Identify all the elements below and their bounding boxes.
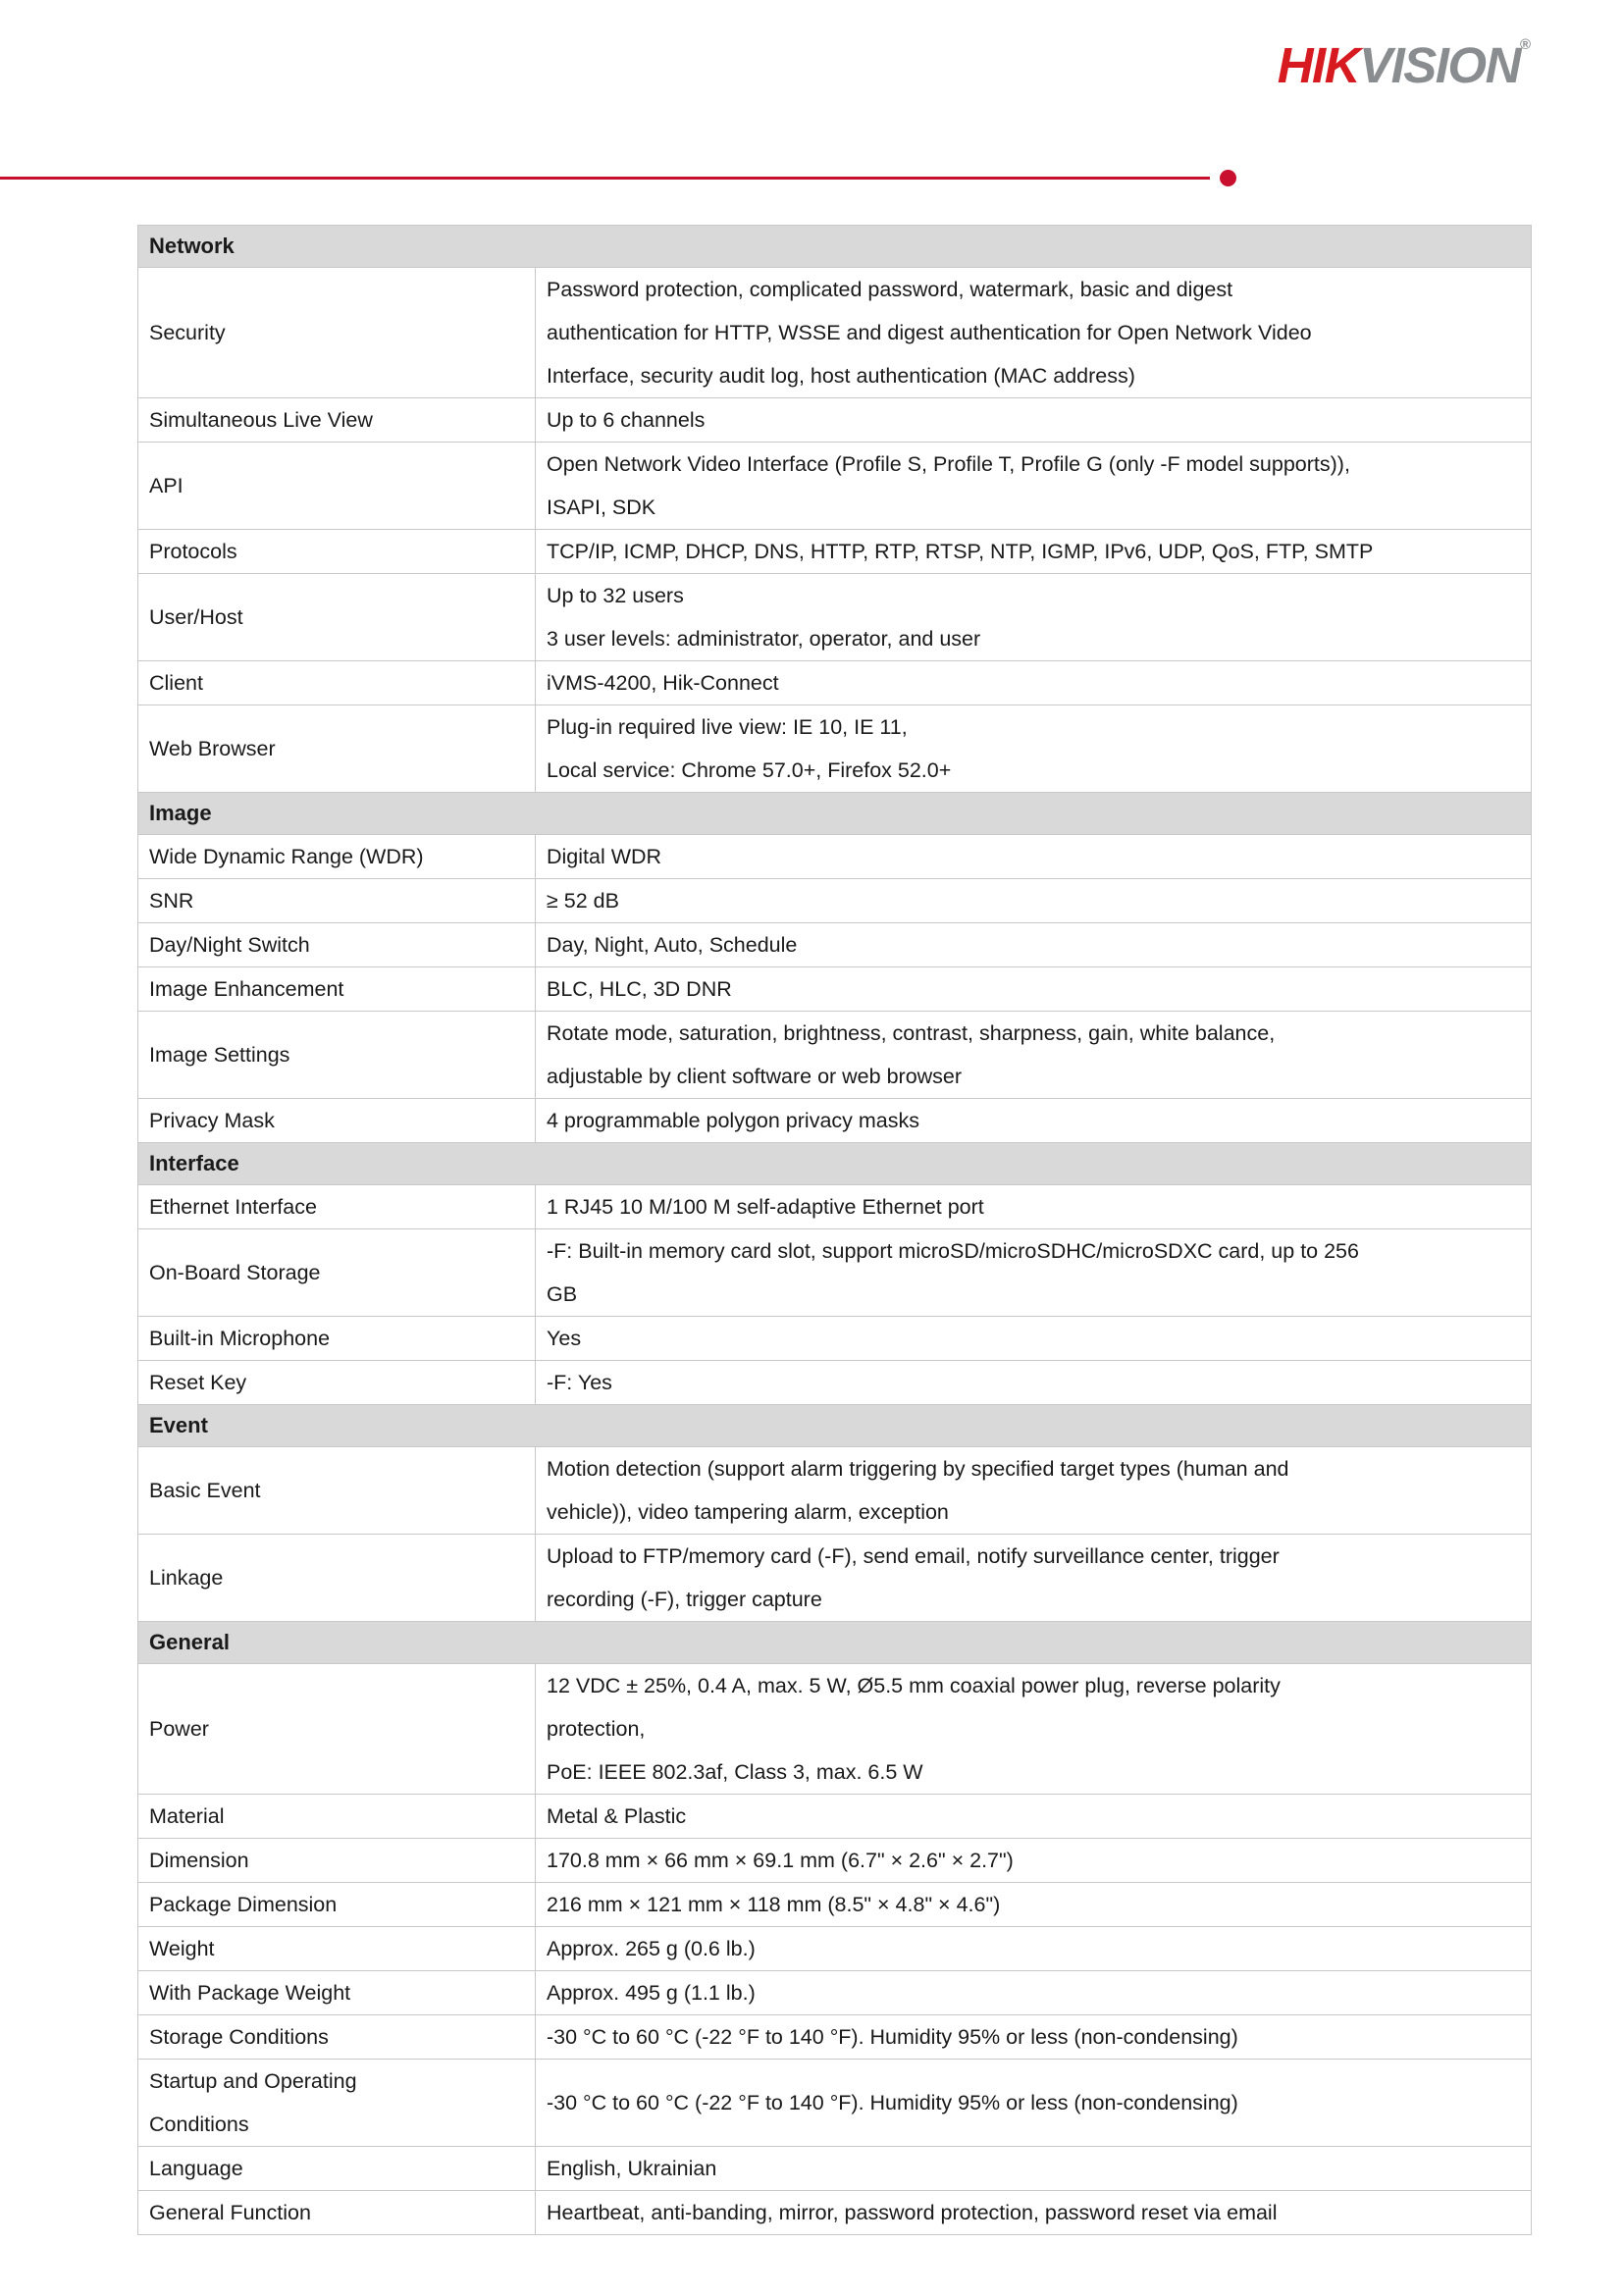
spec-label-cell (138, 443, 536, 530)
spec-label-cell (138, 1317, 536, 1361)
spec-label-cell (138, 879, 536, 923)
spec-value-line: Rotate mode, saturation, brightness, contrast, sharpness, gain, white balance, (547, 1021, 1276, 1045)
spec-value-line: -F: Yes (547, 1371, 612, 1394)
spec-label-cell (138, 1535, 536, 1622)
spec-label-line: Built-in Microphone (149, 1327, 331, 1350)
section-header-row (138, 226, 1532, 268)
spec-value-line: authentication for HTTP, WSSE and digest authentication for Open Network Video (547, 321, 1312, 344)
table-row (138, 1664, 1532, 1795)
spec-value-cell (536, 1229, 1532, 1317)
spec-value-cell (536, 705, 1532, 793)
section-title: General (138, 1622, 1532, 1664)
spec-label-line: User/Host (149, 605, 243, 629)
spec-value-line: 12 VDC ± 25%, 0.4 A, max. 5 W, Ø5.5 mm coaxial power plug, reverse polarity (547, 1674, 1281, 1697)
spec-value-cell (536, 2060, 1532, 2147)
spec-value-cell (536, 2191, 1532, 2235)
table-row (138, 705, 1532, 793)
spec-label-line: Client (149, 671, 203, 695)
spec-label-line: Startup and Operating (149, 2069, 357, 2093)
registered-trademark-icon: ® (1519, 36, 1531, 53)
table-row (138, 1883, 1532, 1927)
section-header-row (138, 1622, 1532, 1664)
spec-value-line: 3 user levels: administrator, operator, and user (547, 627, 981, 651)
logo-vision-text: VISION (1359, 37, 1520, 93)
table-row (138, 923, 1532, 967)
table-row (138, 1229, 1532, 1317)
spec-label-cell (138, 2191, 536, 2235)
spec-value-line: Interface, security audit log, host authentication (MAC address) (547, 364, 1135, 388)
spec-value-line: -30 °C to 60 °C (-22 °F to 140 °F). Humidity 95% or less (non-condensing) (547, 2025, 1238, 2049)
table-row (138, 1447, 1532, 1535)
spec-label-line: Storage Conditions (149, 2025, 329, 2049)
spec-label-cell (138, 1185, 536, 1229)
section-header-row (138, 1405, 1532, 1447)
spec-value-cell (536, 661, 1532, 705)
spec-value-cell (536, 1839, 1532, 1883)
table-row (138, 398, 1532, 443)
header-rule-dot-icon (1220, 170, 1236, 186)
spec-value-cell (536, 1971, 1532, 2015)
spec-value-line: Up to 6 channels (547, 408, 706, 432)
spec-value-line: -30 °C to 60 °C (-22 °F to 140 °F). Humidity 95% or less (non-condensing) (547, 2091, 1238, 2114)
spec-value-cell (536, 923, 1532, 967)
table-row (138, 1012, 1532, 1099)
spec-value-line: TCP/IP, ICMP, DHCP, DNS, HTTP, RTP, RTSP, NTP, IGMP, IPv6, UDP, QoS, FTP, SMTP (547, 540, 1374, 563)
spec-label-cell (138, 1361, 536, 1405)
spec-label-line: Ethernet Interface (149, 1195, 317, 1219)
spec-value-line: iVMS-4200, Hik-Connect (547, 671, 779, 695)
spec-label-cell (138, 705, 536, 793)
table-row (138, 530, 1532, 574)
spec-value-line: ISAPI, SDK (547, 496, 656, 519)
spec-value-line: Local service: Chrome 57.0+, Firefox 52.0+ (547, 758, 952, 782)
table-row (138, 574, 1532, 661)
spec-label-line: Linkage (149, 1566, 224, 1590)
table-row (138, 2191, 1532, 2235)
spec-value-line: 216 mm × 121 mm × 118 mm (8.5" × 4.8" × 4.6") (547, 1893, 1001, 1916)
table-row (138, 835, 1532, 879)
spec-value-cell (536, 1185, 1532, 1229)
table-row (138, 1535, 1532, 1622)
spec-label-cell (138, 1099, 536, 1143)
table-row (138, 2015, 1532, 2060)
spec-label-cell (138, 2147, 536, 2191)
hikvision-logo (1277, 36, 1531, 93)
spec-value-line: GB (547, 1282, 578, 1306)
spec-value-cell (536, 1012, 1532, 1099)
table-row (138, 1185, 1532, 1229)
spec-value-line: Metal & Plastic (547, 1804, 687, 1828)
spec-label-cell (138, 1012, 536, 1099)
spec-label-cell (138, 530, 536, 574)
spec-value-line: Up to 32 users (547, 584, 684, 607)
spec-label-cell (138, 1795, 536, 1839)
spec-value-cell (536, 879, 1532, 923)
section-header-row (138, 1143, 1532, 1185)
spec-label-cell (138, 661, 536, 705)
table-row (138, 1317, 1532, 1361)
spec-value-line: vehicle)), video tampering alarm, exception (547, 1500, 949, 1524)
spec-value-line: ≥ 52 dB (547, 889, 619, 913)
table-row (138, 2147, 1532, 2191)
spec-value-line: 170.8 mm × 66 mm × 69.1 mm (6.7" × 2.6" × 2.7") (547, 1849, 1014, 1872)
spec-label-line: Conditions (149, 2113, 249, 2136)
table-row (138, 443, 1532, 530)
section-title: Image (138, 793, 1532, 835)
section-title: Event (138, 1405, 1532, 1447)
spec-value-line: recording (-F), trigger capture (547, 1588, 822, 1611)
spec-label-cell (138, 1229, 536, 1317)
spec-value-line: BLC, HLC, 3D DNR (547, 977, 732, 1001)
spec-table (137, 225, 1532, 2235)
spec-value-cell (536, 1447, 1532, 1535)
spec-value-line: Approx. 495 g (1.1 lb.) (547, 1981, 756, 2005)
spec-label-line: Privacy Mask (149, 1109, 275, 1132)
spec-label-line: Wide Dynamic Range (WDR) (149, 845, 424, 868)
spec-value-line: Yes (547, 1327, 582, 1350)
spec-label-line: Simultaneous Live View (149, 408, 373, 432)
spec-value-cell (536, 268, 1532, 398)
table-row (138, 1795, 1532, 1839)
spec-value-line: English, Ukrainian (547, 2157, 717, 2180)
spec-value-line: Heartbeat, anti-banding, mirror, password protection, password reset via email (547, 2201, 1278, 2224)
spec-value-line: PoE: IEEE 802.3af, Class 3, max. 6.5 W (547, 1760, 923, 1784)
spec-label-line: Web Browser (149, 737, 276, 760)
spec-label-line: SNR (149, 889, 194, 913)
spec-value-cell (536, 443, 1532, 530)
spec-value-line: Day, Night, Auto, Schedule (547, 933, 798, 957)
spec-label-cell (138, 1664, 536, 1795)
spec-label-line: Power (149, 1717, 209, 1741)
spec-value-line: Open Network Video Interface (Profile S, Profile T, Profile G (only -F model supports)), (547, 452, 1350, 476)
spec-label-line: Protocols (149, 540, 237, 563)
spec-label-cell (138, 1447, 536, 1535)
table-row (138, 1927, 1532, 1971)
table-row (138, 268, 1532, 398)
spec-label-cell (138, 835, 536, 879)
spec-value-cell (536, 398, 1532, 443)
spec-label-line: Day/Night Switch (149, 933, 310, 957)
logo-hik-text: HIK (1277, 37, 1360, 93)
spec-label-line: On-Board Storage (149, 1261, 321, 1284)
spec-value-line: Plug-in required live view: IE 10, IE 11, (547, 715, 908, 739)
spec-label-line: Image Settings (149, 1043, 290, 1067)
spec-label-cell (138, 1927, 536, 1971)
spec-label-line: General Function (149, 2201, 311, 2224)
spec-label-cell (138, 2015, 536, 2060)
table-row (138, 879, 1532, 923)
table-row (138, 661, 1532, 705)
table-row (138, 2060, 1532, 2147)
spec-value-line: Motion detection (support alarm triggering by specified target types (human and (547, 1457, 1289, 1481)
table-row (138, 1971, 1532, 2015)
spec-label-line: Material (149, 1804, 225, 1828)
spec-table-body (138, 226, 1532, 2235)
spec-label-line: API (149, 474, 183, 497)
spec-value-cell (536, 1883, 1532, 1927)
spec-label-cell (138, 1839, 536, 1883)
spec-value-cell (536, 2015, 1532, 2060)
spec-value-cell (536, 1927, 1532, 1971)
table-row (138, 1361, 1532, 1405)
spec-label-line: Image Enhancement (149, 977, 344, 1001)
spec-label-cell (138, 1883, 536, 1927)
spec-value-line: 1 RJ45 10 M/100 M self-adaptive Ethernet port (547, 1195, 984, 1219)
spec-value-cell (536, 1099, 1532, 1143)
spec-label-cell (138, 1971, 536, 2015)
spec-value-cell (536, 967, 1532, 1012)
section-header-row (138, 793, 1532, 835)
spec-label-cell (138, 398, 536, 443)
spec-value-cell (536, 574, 1532, 661)
spec-value-line: Digital WDR (547, 845, 662, 868)
spec-value-line: Password protection, complicated password, watermark, basic and digest (547, 278, 1233, 301)
spec-label-cell (138, 574, 536, 661)
table-row (138, 1839, 1532, 1883)
spec-label-line: Dimension (149, 1849, 249, 1872)
spec-value-cell (536, 1535, 1532, 1622)
spec-value-cell (536, 2147, 1532, 2191)
spec-label-cell (138, 2060, 536, 2147)
spec-label-line: Weight (149, 1937, 215, 1960)
spec-value-line: -F: Built-in memory card slot, support microSD/microSDHC/microSDXC card, up to 256 (547, 1239, 1359, 1263)
header-rule (0, 177, 1210, 180)
spec-value-line: adjustable by client software or web browser (547, 1065, 963, 1088)
spec-value-cell (536, 1664, 1532, 1795)
spec-value-cell (536, 1317, 1532, 1361)
spec-label-cell (138, 268, 536, 398)
spec-value-cell (536, 835, 1532, 879)
spec-label-line: Reset Key (149, 1371, 247, 1394)
table-row (138, 967, 1532, 1012)
spec-value-line: 4 programmable polygon privacy masks (547, 1109, 919, 1132)
spec-value-cell (536, 1361, 1532, 1405)
spec-label-cell (138, 967, 536, 1012)
spec-label-line: Basic Event (149, 1479, 261, 1502)
spec-value-line: Upload to FTP/memory card (-F), send email, notify surveillance center, trigger (547, 1544, 1280, 1568)
spec-label-line: Package Dimension (149, 1893, 338, 1916)
spec-label-line: Security (149, 321, 226, 344)
spec-value-line: protection, (547, 1717, 646, 1741)
spec-value-cell (536, 530, 1532, 574)
spec-label-cell (138, 923, 536, 967)
spec-label-line: With Package Weight (149, 1981, 351, 2005)
section-title: Network (138, 226, 1532, 268)
spec-value-line: Approx. 265 g (0.6 lb.) (547, 1937, 756, 1960)
table-row (138, 1099, 1532, 1143)
section-title: Interface (138, 1143, 1532, 1185)
spec-label-line: Language (149, 2157, 243, 2180)
spec-value-cell (536, 1795, 1532, 1839)
